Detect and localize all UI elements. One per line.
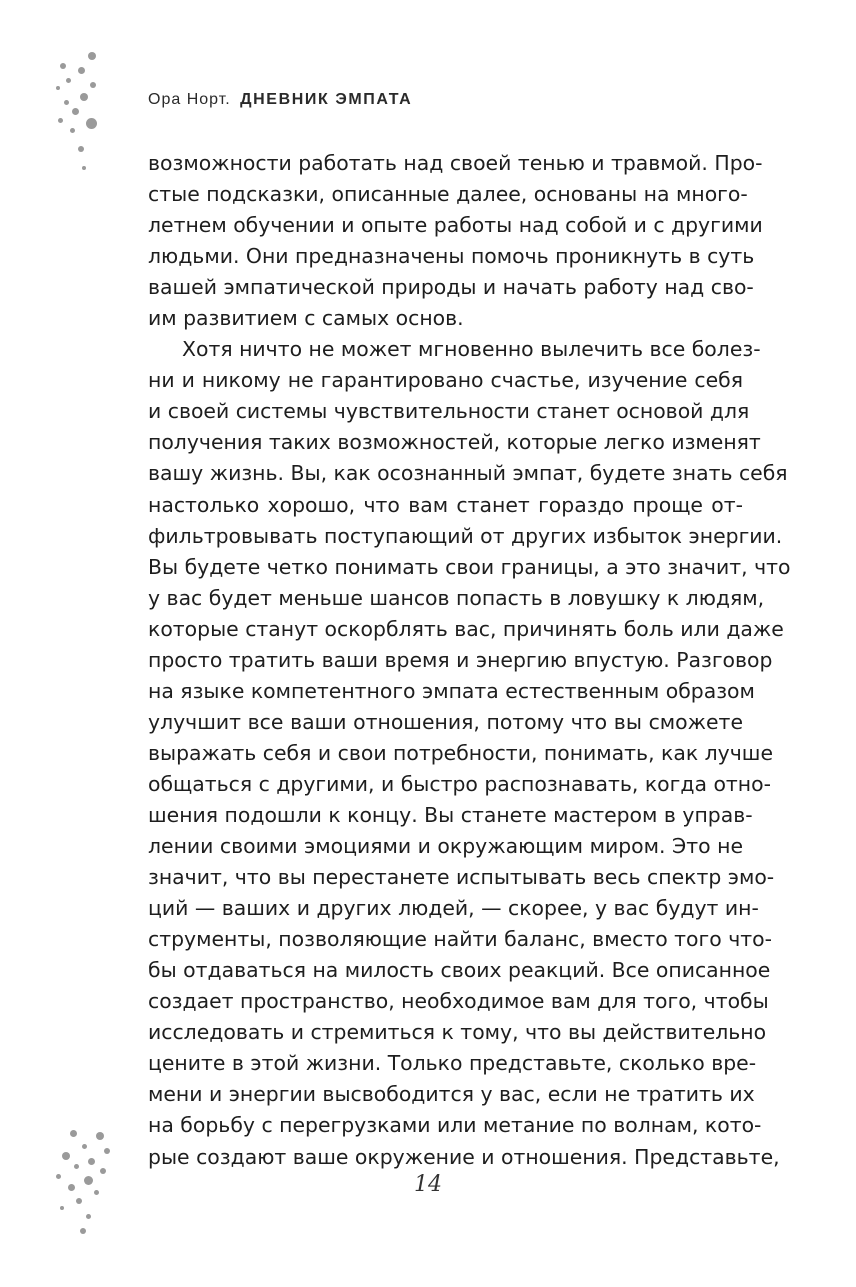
text-line: ций — ваших и других людей, — скорее, у вас будут ин- xyxy=(148,896,759,921)
text-line: на языке компетентного эмпата естественным образом xyxy=(148,678,755,703)
text-line: шения подошли к концу. Вы станете мастером в управ- xyxy=(148,802,753,827)
text-line: на борьбу с перегрузками или метание по волнам, кото- xyxy=(148,1113,762,1138)
text-line: выражать себя и свои потребности, понимать, как лучше xyxy=(148,740,773,765)
text-line: настолько хорошо, что вам станет гораздо проще от- xyxy=(148,492,743,517)
text-line: вашей эмпатической природы и начать работу над сво- xyxy=(148,275,754,300)
text-line: струменты, позволяющие найти баланс, вместо того что- xyxy=(148,927,772,952)
header-author: Ора Норт. xyxy=(148,91,231,108)
text-line: общаться с другими, и быстро распознавать, когда отно- xyxy=(148,771,771,796)
body-text xyxy=(148,148,791,1173)
text-line: получения таких возможностей, которые легко изменят xyxy=(148,430,761,455)
text-line: Вы будете четко понимать свои границы, а это значит, что xyxy=(148,554,791,579)
text-line: значит, что вы перестанете испытывать весь спектр эмо- xyxy=(148,865,775,890)
text-line: цените в этой жизни. Только представьте, сколько вре- xyxy=(148,1051,757,1076)
text-line: рые создают ваше окружение и отношения. Представьте, xyxy=(148,1144,780,1169)
decorative-dots-top xyxy=(0,0,110,180)
text-line: создает пространство, необходимое вам для того, чтобы xyxy=(148,989,769,1014)
header-book-title: ДНЕВНИК ЭМПАТА xyxy=(240,91,413,108)
text-line: бы отдаваться на милость своих реакций. Все описанное xyxy=(148,958,771,983)
text-line: которые станут оскорблять вас, причинять боль или даже xyxy=(148,616,784,641)
text-line: фильтровывать поступающий от других избыток энергии. xyxy=(148,523,783,548)
page-number: 14 xyxy=(414,1172,442,1197)
text-line: ни и никому не гарантировано счастье, изучение себя xyxy=(148,368,743,393)
text-line: лении своими эмоциями и окружающим миром. Это не xyxy=(148,834,743,859)
text-line: вашу жизнь. Вы, как осознанный эмпат, будете знать себя xyxy=(148,461,788,486)
text-line: у вас будет меньше шансов попасть в ловушку к людям, xyxy=(148,585,765,610)
text-line: им развитием с самых основ. xyxy=(148,306,464,331)
text-line: возможности работать над своей тенью и травмой. Про- xyxy=(148,151,763,175)
text-line: улучшит все ваши отношения, потому что вы сможете xyxy=(148,709,743,734)
text-line: стые подсказки, описанные далее, основаны на много- xyxy=(148,182,748,207)
running-header xyxy=(148,91,412,109)
text-line: Хотя ничто не может мгновенно вылечить все болез- xyxy=(182,337,761,362)
text-line: летнем обучении и опыте работы над собой и с другими xyxy=(148,213,763,238)
text-line: просто тратить ваши время и энергию впустую. Разговор xyxy=(148,647,773,672)
text-line: мени и энергии высвободится у вас, если не тратить их xyxy=(148,1082,755,1107)
text-line: людьми. Они предназначены помочь проникнуть в суть xyxy=(148,244,755,269)
text-line: исследовать и стремиться к тому, что вы действительно xyxy=(148,1020,767,1045)
text-line: и своей системы чувствительности станет основой для xyxy=(148,399,750,424)
